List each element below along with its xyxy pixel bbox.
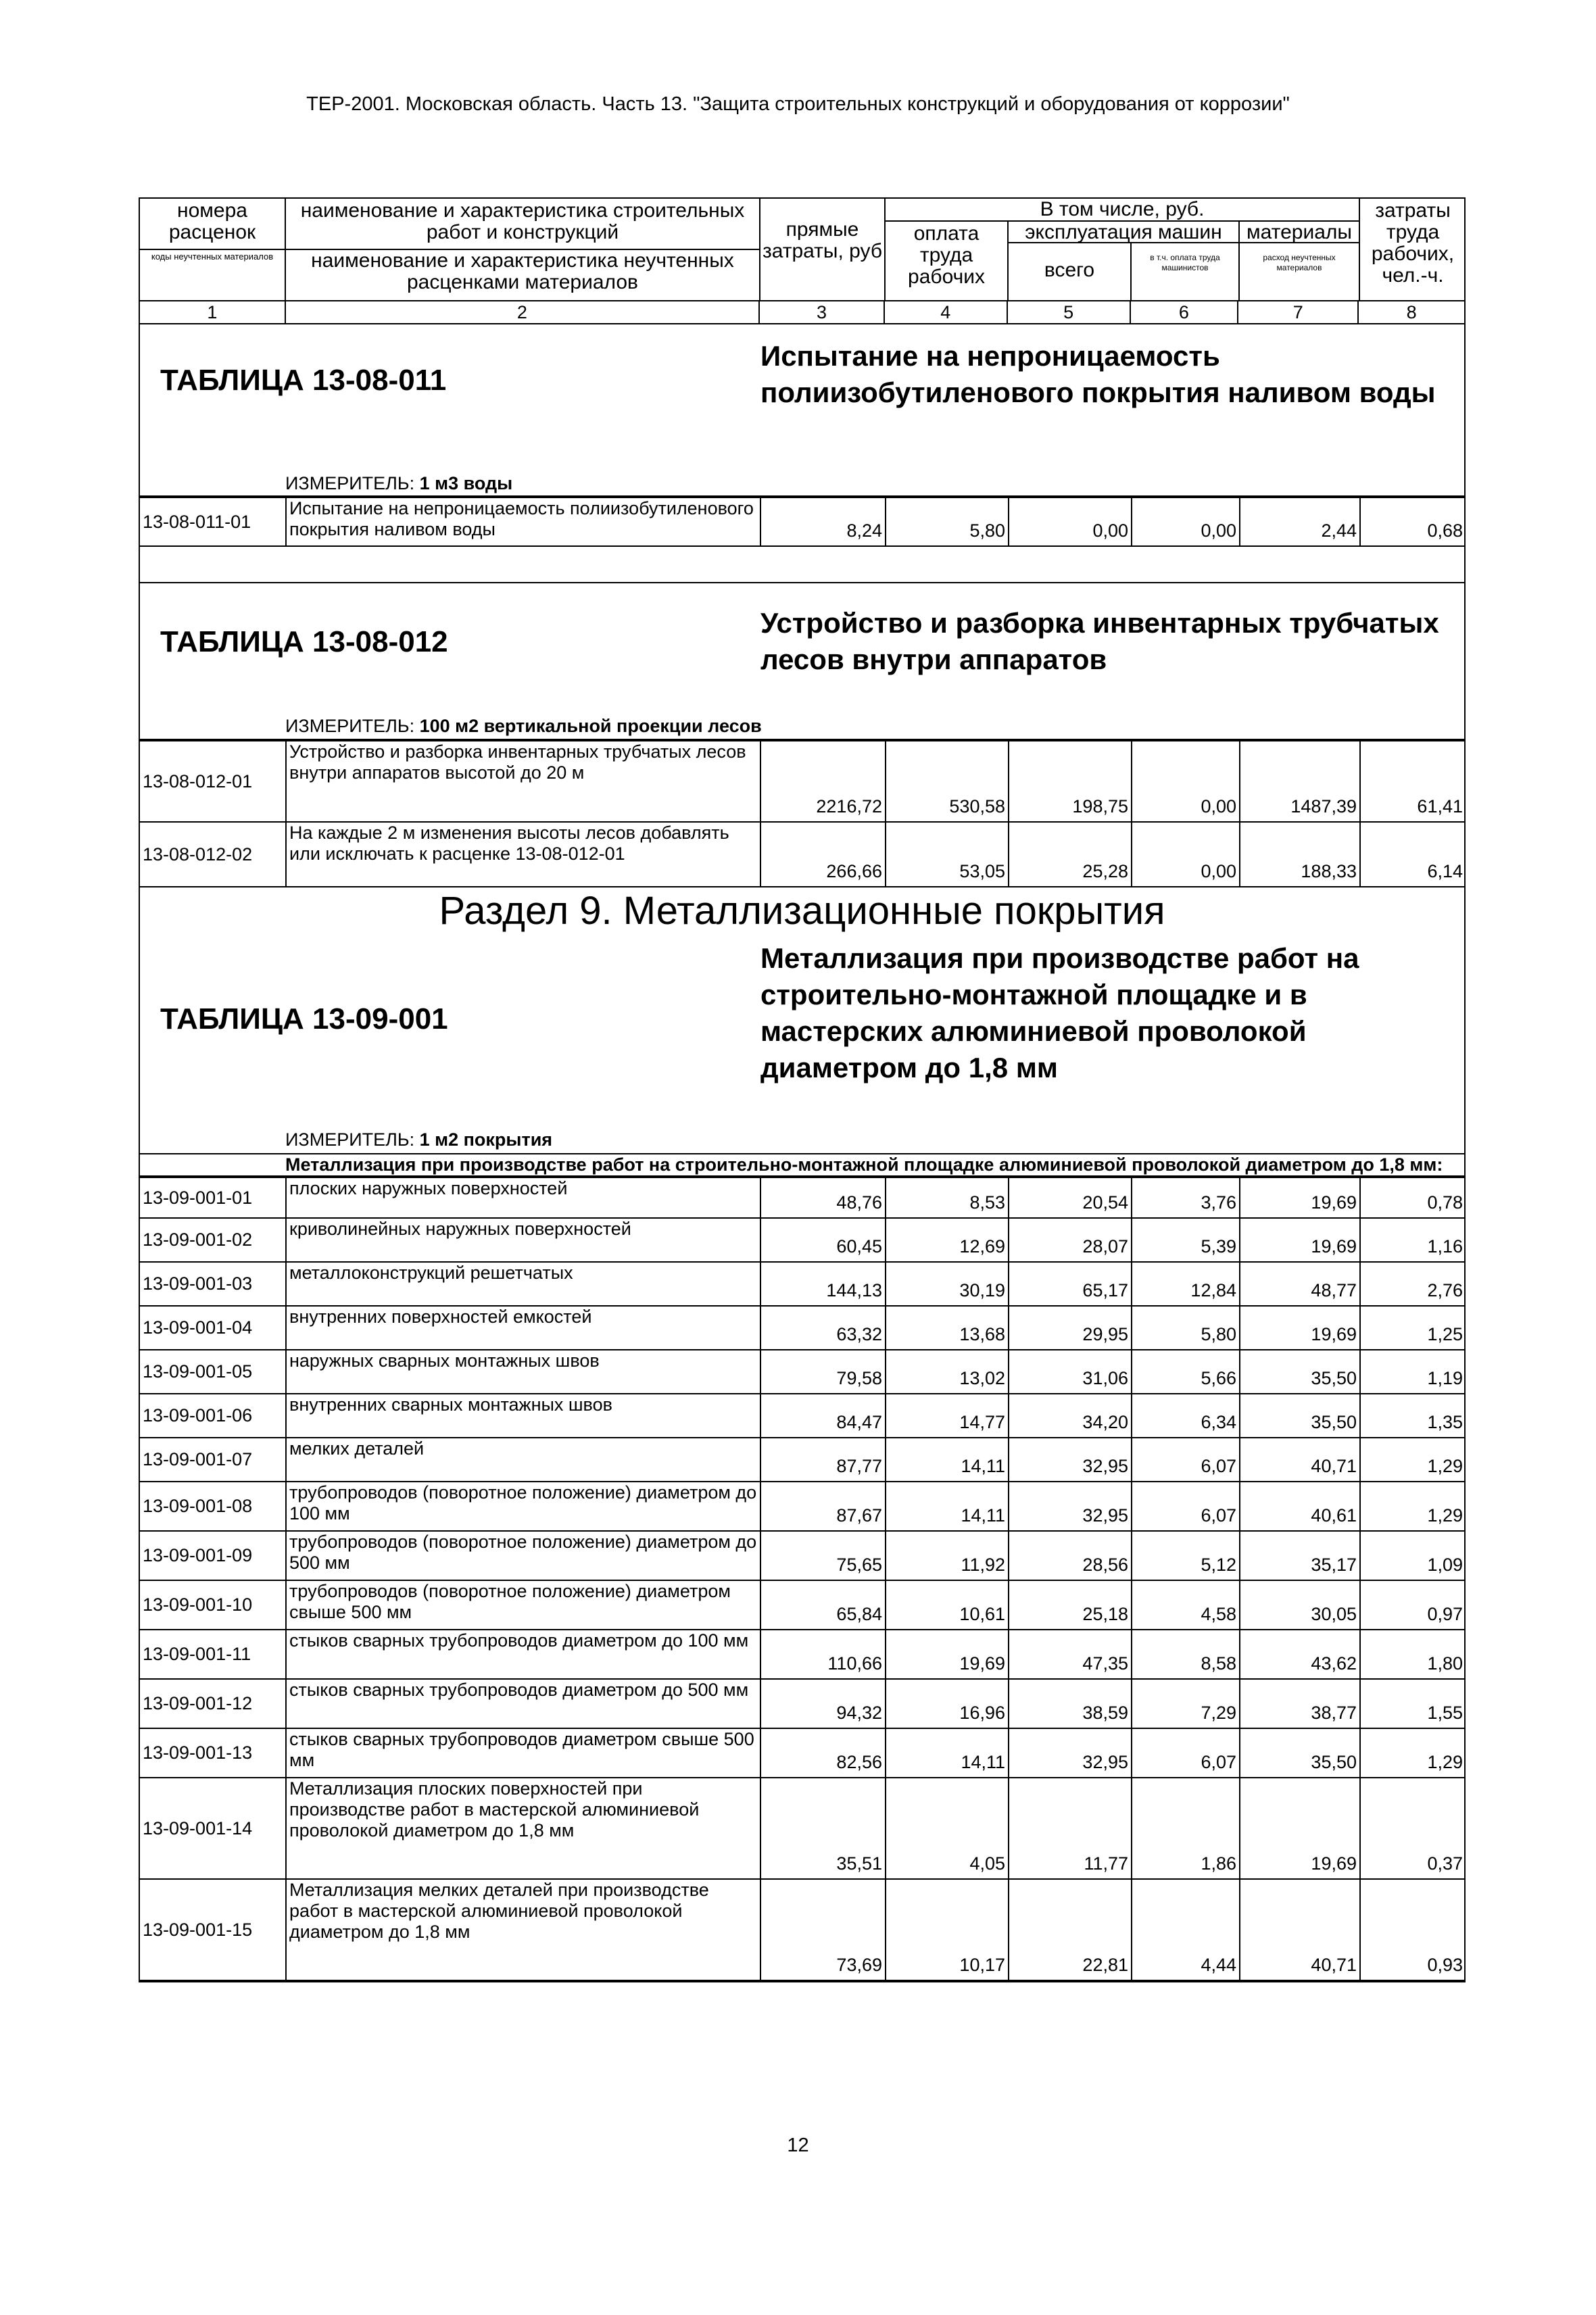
value-cell: 60,45 <box>760 1218 886 1262</box>
table-row <box>140 822 1466 887</box>
col-header-direct-costs: прямые затраты, руб <box>762 218 883 262</box>
work-name: мелких деталей <box>286 1438 760 1482</box>
table-row <box>140 1218 1466 1262</box>
col-header-codes: номера расценок <box>168 199 256 243</box>
work-name: Устройство и разборка инвентарных трубчатых лесов внутри аппаратов высотой до 20 м <box>286 741 760 822</box>
value-cell: 87,67 <box>760 1482 886 1531</box>
value-cell: 2,76 <box>1360 1262 1466 1306</box>
table-row <box>140 1262 1466 1306</box>
value-cell: 94,32 <box>760 1679 886 1728</box>
value-cell: 6,07 <box>1132 1438 1240 1482</box>
value-cell: 63,32 <box>760 1306 886 1350</box>
value-cell: 1,19 <box>1360 1350 1466 1394</box>
work-name: стыков сварных трубопроводов диаметром до 500 мм <box>286 1679 760 1728</box>
col-header-labor: затраты труда рабочих, чел.-ч. <box>1371 199 1455 287</box>
value-cell: 79,58 <box>760 1350 886 1394</box>
col-header-material-name: наименование и характеристика неучтенных расценками материалов <box>311 249 734 293</box>
rate-code: 13-09-001-04 <box>140 1306 286 1350</box>
value-cell: 5,12 <box>1132 1531 1240 1580</box>
table-code: ТАБЛИЦА 13-08-012 <box>160 625 448 658</box>
value-cell: 0,97 <box>1360 1580 1466 1630</box>
value-cell: 3,76 <box>1132 1177 1240 1218</box>
table-row <box>140 1306 1466 1350</box>
rate-code: 13-09-001-08 <box>140 1482 286 1531</box>
value-cell: 0,37 <box>1360 1778 1466 1879</box>
table-row <box>140 1679 1466 1728</box>
column-numbers: 1 2 3 4 5 6 7 8 <box>140 301 1464 324</box>
value-cell: 13,68 <box>886 1306 1009 1350</box>
value-cell: 61,41 <box>1360 741 1466 822</box>
value-cell: 84,47 <box>760 1394 886 1438</box>
value-cell: 34,20 <box>1009 1394 1132 1438</box>
value-cell: 188,33 <box>1240 822 1360 887</box>
rate-code: 13-09-001-02 <box>140 1218 286 1262</box>
value-cell: 1,86 <box>1132 1778 1240 1879</box>
value-cell: 5,80 <box>886 497 1009 546</box>
table-row <box>140 1630 1466 1679</box>
rows-13-09-001 <box>140 1177 1466 1981</box>
rate-code: 13-09-001-14 <box>140 1778 286 1879</box>
value-cell: 32,95 <box>1009 1482 1132 1531</box>
table-title: Устройство и разборка инвентарных трубчатых лесов внутри аппаратов <box>760 607 1439 675</box>
value-cell: 30,05 <box>1240 1580 1360 1630</box>
col-header-work-name: наименование и характеристика строительных работ и конструкций <box>300 199 745 243</box>
value-cell: 31,06 <box>1009 1350 1132 1394</box>
value-cell: 1,55 <box>1360 1679 1466 1728</box>
value-cell: 48,76 <box>760 1177 886 1218</box>
measure-unit: ИЗМЕРИТЕЛЬ: 1 м3 воды <box>285 473 513 493</box>
rate-code: 13-09-001-05 <box>140 1350 286 1394</box>
rate-code: 13-09-001-03 <box>140 1262 286 1306</box>
subheading: Металлизация при производстве работ на строительно-монтажной площадке алюминиевой проволокой диаметром до 1,8 мм: <box>140 1154 1464 1177</box>
value-cell: 4,05 <box>886 1778 1009 1879</box>
value-cell: 75,65 <box>760 1531 886 1580</box>
value-cell: 6,14 <box>1360 822 1466 887</box>
value-cell: 35,50 <box>1240 1394 1360 1438</box>
table-heading-13-08-011 <box>140 324 1464 497</box>
table-row <box>140 1879 1466 1980</box>
value-cell: 7,29 <box>1132 1679 1240 1728</box>
value-cell: 32,95 <box>1009 1728 1132 1778</box>
table-row <box>140 497 1466 546</box>
value-cell: 0,68 <box>1360 497 1466 546</box>
table-code: ТАБЛИЦА 13-08-011 <box>160 364 447 397</box>
value-cell: 1,16 <box>1360 1218 1466 1262</box>
page-number: 12 <box>787 2135 809 2156</box>
value-cell: 1,29 <box>1360 1728 1466 1778</box>
value-cell: 47,35 <box>1009 1630 1132 1679</box>
value-cell: 144,13 <box>760 1262 886 1306</box>
table-row <box>140 1482 1466 1531</box>
value-cell: 38,77 <box>1240 1679 1360 1728</box>
value-cell: 266,66 <box>760 822 886 887</box>
col-header-materials: материалы <box>1247 221 1352 243</box>
value-cell: 6,34 <box>1132 1394 1240 1438</box>
table-row <box>140 1580 1466 1630</box>
col-header-wages: оплата труда рабочих <box>908 222 985 288</box>
value-cell: 0,00 <box>1132 741 1240 822</box>
value-cell: 14,11 <box>886 1438 1009 1482</box>
rate-code: 13-08-011-01 <box>140 497 286 546</box>
value-cell: 8,24 <box>760 497 886 546</box>
rate-code: 13-09-001-13 <box>140 1728 286 1778</box>
rate-code: 13-09-001-09 <box>140 1531 286 1580</box>
work-name: трубопроводов (поворотное положение) диаметром свыше 500 мм <box>286 1580 760 1630</box>
value-cell: 87,77 <box>760 1438 886 1482</box>
rate-code: 13-09-001-12 <box>140 1679 286 1728</box>
value-cell: 530,58 <box>886 741 1009 822</box>
value-cell: 43,62 <box>1240 1630 1360 1679</box>
value-cell: 4,44 <box>1132 1879 1240 1980</box>
value-cell: 19,69 <box>886 1630 1009 1679</box>
value-cell: 35,50 <box>1240 1728 1360 1778</box>
work-name: наружных сварных монтажных швов <box>286 1350 760 1394</box>
table-title: Металлизация при производстве работ на строительно-монтажной площадке и в мастерских алюминиевой проволокой диаметром до 1,8 мм <box>760 942 1359 1083</box>
col-header-machines-total: всего <box>1044 259 1095 281</box>
value-cell: 53,05 <box>886 822 1009 887</box>
value-cell: 110,66 <box>760 1630 886 1679</box>
table-code: ТАБЛИЦА 13-09-001 <box>160 1002 448 1035</box>
value-cell: 73,69 <box>760 1879 886 1980</box>
value-cell: 65,84 <box>760 1580 886 1630</box>
work-name: Металлизация мелких деталей при производстве работ в мастерской алюминиевой проволокой диаметром до 1,8 мм <box>286 1879 760 1980</box>
rate-code: 13-09-001-15 <box>140 1879 286 1980</box>
col-header-unaccounted-materials: расход неучтенных материалов <box>1263 253 1336 272</box>
table-heading-13-09-001 <box>140 935 1464 1154</box>
value-cell: 0,00 <box>1009 497 1132 546</box>
work-name: криволинейных наружных поверхностей <box>286 1218 760 1262</box>
rate-code: 13-09-001-01 <box>140 1177 286 1218</box>
work-name: стыков сварных трубопроводов диаметром до 100 мм <box>286 1630 760 1679</box>
value-cell: 10,17 <box>886 1879 1009 1980</box>
value-cell: 35,50 <box>1240 1350 1360 1394</box>
value-cell: 12,69 <box>886 1218 1009 1262</box>
page-header: ТЕР-2001. Московская область. Часть 13. "Защита строительных конструкций и оборудования от коррозии" <box>306 93 1290 115</box>
work-name: Металлизация плоских поверхностей при производстве работ в мастерской алюминиевой проволокой диаметром до 1,8 мм <box>286 1778 760 1879</box>
rows-13-08-012 <box>140 740 1466 887</box>
value-cell: 19,69 <box>1240 1177 1360 1218</box>
value-cell: 25,28 <box>1009 822 1132 887</box>
value-cell: 0,00 <box>1132 497 1240 546</box>
rate-code: 13-09-001-06 <box>140 1394 286 1438</box>
value-cell: 8,53 <box>886 1177 1009 1218</box>
value-cell: 2,44 <box>1240 497 1360 546</box>
value-cell: 1487,39 <box>1240 741 1360 822</box>
col-header-group: В том числе, руб. <box>1040 198 1205 220</box>
value-cell: 40,71 <box>1240 1438 1360 1482</box>
value-cell: 198,75 <box>1009 741 1132 822</box>
value-cell: 14,11 <box>886 1728 1009 1778</box>
value-cell: 29,95 <box>1009 1306 1132 1350</box>
value-cell: 40,61 <box>1240 1482 1360 1531</box>
value-cell: 32,95 <box>1009 1438 1132 1482</box>
col-header-operator-wages: в т.ч. оплата труда машинистов <box>1150 253 1220 272</box>
value-cell: 19,69 <box>1240 1306 1360 1350</box>
value-cell: 35,17 <box>1240 1531 1360 1580</box>
work-name: трубопроводов (поворотное положение) диаметром до 100 мм <box>286 1482 760 1531</box>
value-cell: 19,69 <box>1240 1778 1360 1879</box>
table-row <box>140 1778 1466 1879</box>
table-heading-13-08-012 <box>140 582 1464 740</box>
table-row <box>140 1531 1466 1580</box>
value-cell: 22,81 <box>1009 1879 1132 1980</box>
value-cell: 5,39 <box>1132 1218 1240 1262</box>
value-cell: 20,54 <box>1009 1177 1132 1218</box>
value-cell: 25,18 <box>1009 1580 1132 1630</box>
value-cell: 19,69 <box>1240 1218 1360 1262</box>
value-cell: 1,29 <box>1360 1482 1466 1531</box>
value-cell: 5,80 <box>1132 1306 1240 1350</box>
value-cell: 4,58 <box>1132 1580 1240 1630</box>
work-name: трубопроводов (поворотное положение) диаметром до 500 мм <box>286 1531 760 1580</box>
section-title: Раздел 9. Металлизационные покрытия <box>439 889 1165 933</box>
table-row <box>140 1394 1466 1438</box>
rows-13-08-011 <box>140 497 1466 547</box>
work-name: Испытание на непроницаемость полиизобутиленового покрытия наливом воды <box>286 497 760 546</box>
value-cell: 6,07 <box>1132 1728 1240 1778</box>
value-cell: 14,77 <box>886 1394 1009 1438</box>
value-cell: 82,56 <box>760 1728 886 1778</box>
value-cell: 28,07 <box>1009 1218 1132 1262</box>
value-cell: 13,02 <box>886 1350 1009 1394</box>
value-cell: 6,07 <box>1132 1482 1240 1531</box>
table-row <box>140 1728 1466 1778</box>
work-name: металлоконструкций решетчатых <box>286 1262 760 1306</box>
value-cell: 40,71 <box>1240 1879 1360 1980</box>
table-row <box>140 1438 1466 1482</box>
value-cell: 11,92 <box>886 1531 1009 1580</box>
value-cell: 30,19 <box>886 1262 1009 1306</box>
work-name: стыков сварных трубопроводов диаметром свыше 500 мм <box>286 1728 760 1778</box>
table-row <box>140 1350 1466 1394</box>
work-name: внутренних сварных монтажных швов <box>286 1394 760 1438</box>
work-name: внутренних поверхностей емкостей <box>286 1306 760 1350</box>
col-header-machines: эксплуатация машин <box>1025 221 1222 243</box>
value-cell: 10,61 <box>886 1580 1009 1630</box>
value-cell: 16,96 <box>886 1679 1009 1728</box>
table-row <box>140 1177 1466 1218</box>
column-header <box>140 199 1464 301</box>
rate-code: 13-09-001-07 <box>140 1438 286 1482</box>
value-cell: 1,09 <box>1360 1531 1466 1580</box>
rate-code: 13-09-001-10 <box>140 1580 286 1630</box>
col-header-material-codes: коды неучтенных материалов <box>151 251 274 262</box>
value-cell: 1,35 <box>1360 1394 1466 1438</box>
measure-unit: ИЗМЕРИТЕЛЬ: 100 м2 вертикальной проекции лесов <box>285 716 762 736</box>
value-cell: 11,77 <box>1009 1778 1132 1879</box>
value-cell: 1,25 <box>1360 1306 1466 1350</box>
value-cell: 0,00 <box>1132 822 1240 887</box>
value-cell: 8,58 <box>1132 1630 1240 1679</box>
table-row <box>140 741 1466 822</box>
work-name: На каждые 2 м изменения высоты лесов добавлять или исключать к расценке 13-08-012-01 <box>286 822 760 887</box>
value-cell: 0,78 <box>1360 1177 1466 1218</box>
rate-code: 13-08-012-02 <box>140 822 286 887</box>
value-cell: 35,51 <box>760 1778 886 1879</box>
value-cell: 0,93 <box>1360 1879 1466 1980</box>
rate-code: 13-09-001-11 <box>140 1630 286 1679</box>
value-cell: 1,29 <box>1360 1438 1466 1482</box>
value-cell: 2216,72 <box>760 741 886 822</box>
table-title: Испытание на непроницаемость полиизобутиленового покрытия наливом воды <box>760 340 1436 408</box>
rate-code: 13-08-012-01 <box>140 741 286 822</box>
measure-unit: ИЗМЕРИТЕЛЬ: 1 м2 покрытия <box>285 1129 553 1150</box>
rates-table <box>139 197 1466 1982</box>
work-name: плоских наружных поверхностей <box>286 1177 760 1218</box>
value-cell: 28,56 <box>1009 1531 1132 1580</box>
value-cell: 38,59 <box>1009 1679 1132 1728</box>
value-cell: 48,77 <box>1240 1262 1360 1306</box>
value-cell: 14,11 <box>886 1482 1009 1531</box>
value-cell: 1,80 <box>1360 1630 1466 1679</box>
value-cell: 65,17 <box>1009 1262 1132 1306</box>
value-cell: 5,66 <box>1132 1350 1240 1394</box>
value-cell: 12,84 <box>1132 1262 1240 1306</box>
